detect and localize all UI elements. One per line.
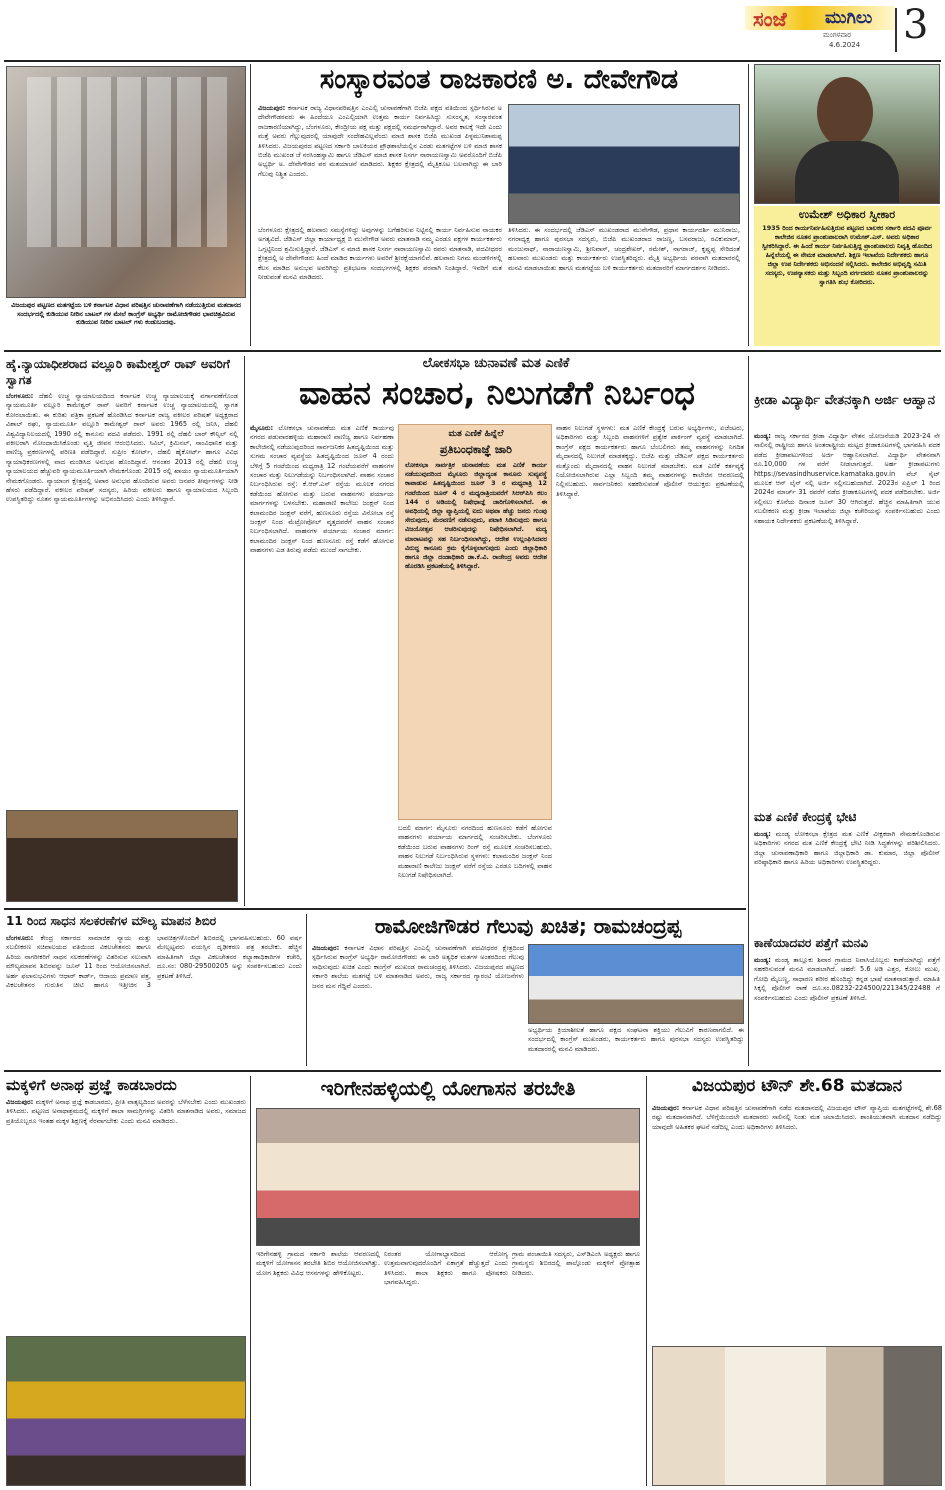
top-rule <box>4 60 941 62</box>
photo-ramoji-meeting <box>528 944 744 1024</box>
masthead <box>745 4 941 58</box>
counting-body-col3: ವಾಹನ ನಿಲುಗಡೆ ಸ್ಥಳಗಳು: ಮತ ಎಣಿಕೆ ಕೇಂದ್ರಕ್ಕೆ ಬರುವ ಅಭ್ಯರ್ಥಿಗಳು, ಏಜೆಂಟರು, ಅಧಿಕಾರಿಗಳು ಮತ್ತು ಸಿಬ್ಬಂದಿ ವಾಹನಗಳಿಗೆ ಪ್ರತ್ಯೇಕ ಪಾರ್ಕಿಂಗ್ ವ್ಯವಸ್ಥೆ ಮಾಡಲಾಗಿದೆ. ಕಾಂಗ್ರೆಸ್ ಪಕ್ಷದ ಕಾರ್ಯಕರ್ತರು ಹಾಗೂ ಬೆಂಬಲಿಗರು ತಮ್ಮ ವಾಹನಗಳನ್ನು ನಿಗದಿತ ಮೈದಾನದಲ್ಲಿ ನಿಲುಗಡೆ ಮಾಡತಕ್ಕದ್ದು. ಬಿಜೆಪಿ ಮತ್ತು ಜೆಡಿಎಸ್ ಪಕ್ಷದ ಕಾರ್ಯಕರ್ತರು ಮತ್ತೊಂದು ಮೈದಾನದಲ್ಲಿ ವಾಹನ ನಿಲುಗಡೆ ಮಾಡಬೇಕು. ಮತ ಎಣಿಕೆ ಕರ್ತವ್ಯಕ್ಕೆ ನಿಯೋಜಿಸಲಾಗಿರುವ ಎಲ್ಲಾ ಸಿಬ್ಬಂದಿ ತಮ್ಮ ವಾಹನಗಳನ್ನು ಕಾಲೇಜಿನ ಆವರಣದಲ್ಲಿ ನಿಲ್ಲಿಸಬಹುದು. ಸಾರ್ವಜನಿಕರು ಸಹಕರಿಸುವಂತೆ ಪೊಲೀಸ್ ಆಯುಕ್ತರು ಪ್ರಕಟಣೆಯಲ್ಲಿ ತಿಳಿಸಿದ್ದಾರೆ. <box>556 424 744 498</box>
yoga-body-col1: ಇರಿಗೇನಹಳ್ಳಿ ಗ್ರಾಮದ ಸರ್ಕಾರಿ ಶಾಲೆಯ ಆವರಣದಲ್ಲಿ ಮಕ್ಕಳಿಗೆ ಯೋಗಾಸನ ತರಬೇತಿ ಶಿಬಿರ ಆಯೋಜಿಸಲಾಗಿತ್ತು. ಯೋಗ ಶಿಕ್ಷಕರು ವಿವಿಧ ಆಸನಗಳನ್ನು ಹೇಳಿಕೊಟ್ಟರು. <box>256 1250 380 1277</box>
orphan-body: ವಿಜಯಪುರ: ಮಕ್ಕಳಿಗೆ ಅನಾಥ ಪ್ರಜ್ಞೆ ಕಾಡಬಾರದು, ಪ್ರೀತಿ ವಾತ್ಸಲ್ಯದಿಂದ ಅವರನ್ನು ಬೆಳೆಸಬೇಕು ಎಂದು ಮುಖಂಡರು ತಿಳಿಸಿದರು. ಪಟ್ಟಣದ ಅನಾಥಾಶ್ರಮದಲ್ಲಿ ಮಕ್ಕಳಿಗೆ ಶಾಲಾ ಸಾಮಗ್ರಿಗಳನ್ನು ವಿತರಿಸಿ ಮಾತನಾಡಿದ ಅವರು, ಸಮಾಜದ ಪ್ರತಿಯೊಬ್ಬರೂ ಇಂತಹ ಮಕ್ಕಳ ಶಿಕ್ಷಣಕ್ಕೆ ನೆರವಾಗಬೇಕು ಎಂದು ಮನವಿ ಮಾಡಿದರು. <box>6 1098 246 1125</box>
col-rule <box>244 356 245 906</box>
camp-body: ಬೆಂಗಳೂರು: ಕೇಂದ್ರ ಸರ್ಕಾರದ ಸಾಮಾಜಿಕ ನ್ಯಾಯ ಮತ್ತು ಸಬಲೀಕರಣ ಸಚಿವಾಲಯದ ವತಿಯಿಂದ ವಿಕಲಚೇತನರು ಹಾಗೂ ಹಿರಿಯ ನಾಗರೀಕರಿಗೆ ಸಾಧನ ಸಲಕರಣೆಗಳನ್ನು ವಿತರಿಸುವ ಸಲುವಾಗಿ ಮೌಲ್ಯಮಾಪನ ಶಿಬಿರವನ್ನು ಜೂನ್ 11 ರಿಂದ ಆಯೋಜಿಸಲಾಗಿದೆ. ಅರ್ಹ ಫಲಾನುಭವಿಗಳು ಆಧಾರ್ ಕಾರ್ಡ್, ಆದಾಯ ಪ್ರಮಾಣ ಪತ್ರ, ವಿಕಲಚೇತನರ ಗುರುತಿನ ಚೀಟಿ ಹಾಗೂ ಇತ್ತೀಚಿನ 3 ಭಾವಚಿತ್ರಗಳೊಂದಿಗೆ ಶಿಬಿರದಲ್ಲಿ ಭಾಗವಹಿಸಬಹುದು. 60 ವರ್ಷ ಮೇಲ್ಪಟ್ಟವರು ವಯಸ್ಸಿನ ದೃಢೀಕರಣ ಪತ್ರ ತರಬೇಕು. ಹೆಚ್ಚಿನ ಮಾಹಿತಿಗಾಗಿ ಜಿಲ್ಲಾ ವಿಕಲಚೇತನರ ಕಲ್ಯಾಣಾಧಿಕಾರಿಗಳ ಕಚೇರಿ, ದೂ.ಸಂ: 080-29500205 ಅನ್ನು ಸಂಪರ್ಕಿಸಬಹುದು ಎಂದು ಪ್ರಕಟಣೆ ತಿಳಿಸಿದೆ. <box>6 934 302 990</box>
devegowda-body-col1: ವಿಜಯಪುರ: ಕರ್ನಾಟಕ ರಾಜ್ಯ ವಿಧಾನಪರಿಷತ್ತಿನ ಎಂಎಲ್ಸಿ ಚುನಾವಣೆಗಾಗಿ ಬಿಜೆಪಿ ಪಕ್ಷದ ವತಿಯಿಂದ ಸ್ಪರ್ಧಿಸಿರುವ ಅ ದೇವೇಗೌಡರವರು ಈ ಹಿಂದೆಯೂ ಎಂಎಲ್ಸಿಯಾಗಿ ಉತ್ತಮ ಕಾರ್ಯ ನಿರ್ವಹಿಸಿದ್ದು ಸುಸಂಸ್ಕೃತ, ಸಂಸ್ಕಾರವಂತ ರಾಜಕಾರಣಿಯಾಗಿದ್ದು, ಬೆಂಗಳೂರು, ಕೇಂದ್ರೀಯ ಪಕ್ಷ ಮತ್ತು ಪಕ್ಷದಲ್ಲಿ ಸಮರ್ಥರಾಗಿದ್ದಾರೆ. ಅವರ ಕಾಲಕ್ಕೆ ಇದೇ ಎಂದು ಮತ್ತೆ ಅವರು ಗೆಲ್ಲುವುದರಲ್ಲಿ ಯಾವುದೇ ಸಂದೇಹವಿಲ್ಲವೆಂದು ಮಾಜಿ ಶಾಸಕ ಬಿಜೆಪಿ ಮುಖಂಡ ಪಿಳ್ಳಮುನಿಶಾಮಪ್ಪ ತಿಳಿಸಿದರು. ವಿಜಯಪುರದ ಪಟ್ಟಣದ ಸರ್ಕಾರಿ ಬಾಲಕಿಯರ ಪ್ರೌಢಶಾಲೆಯಲ್ಲಿನ ಎರಡು ಮತಗಟ್ಟೆಗಳ ಬಳಿ ಮಾಜಿ ಶಾಸಕ ಬಿಜೆಪಿ ಮುಖಂಡ ಜೆ ನರಸಿಂಹಸ್ವಾಮಿ ಹಾಗೂ ಜೆಡಿಎಸ್ ಮಾಜಿ ಶಾಸಕ ನಿಸರ್ಗ ನಾರಾಯಣಸ್ವಾಮಿ ಅವರೊಂದಿಗೆ ಬಿಜೆಪಿ ಅಭ್ಯರ್ಥಿ ಅ. ದೇವೇಗೌಡರ ಪರ ಮತಯಾಚನೆ ಮಾಡಿದರು. ಶಿಕ್ಷಕರ ಕ್ಷೇತ್ರದಲ್ಲಿ ಮೈತ್ರಿಕೂಟ ಬಲವಾಗಿದ್ದು ಈ ಬಾರಿ ಗೆಲುವು ನಿಶ್ಚಿತ ಎಂದರು. <box>258 104 502 178</box>
brand-right: ಮುಗಿಲು <box>825 8 873 28</box>
dateline: ಮಂಡ್ಯ: <box>754 432 771 440</box>
judge-body: ಬೆಂಗಳೂರು: ದೆಹಲಿ ಉಚ್ಚ ನ್ಯಾಯಾಲಯದಿಂದ ಕರ್ನಾಟಕ ಉಚ್ಚ ನ್ಯಾಯಾಲಯಕ್ಕೆ ವರ್ಗಾವಣೆಗೊಂಡ ನ್ಯಾಯಮೂರ್ತಿ ವಲ್ಲೂರಿ ಕಾಮೇಶ್ವರ್ ರಾವ್ ಅವರಿಗೆ ಕರ್ನಾಟಕ ಉಚ್ಚ ನ್ಯಾಯಾಲಯದಲ್ಲಿ ಸ್ವಾಗತ ಕೋರಲಾಯಿತು. ಈ ಕುರಿತು ಪತ್ರಿಕಾ ಪ್ರಕಟಣೆ ಹೊರಡಿಸಿದ ಕರ್ನಾಟಕ ರಾಜ್ಯ ವಕೀಲರ ಪರಿಷತ್ ಅಧ್ಯಕ್ಷರಾದ ವಿಶಾಲ್ ರಘು, ನ್ಯಾಯಮೂರ್ತಿ ವಲ್ಲೂರಿ ಕಾಮೇಶ್ವರ್ ರಾವ್ ಅವರು 1965 ರಲ್ಲಿ ಜನಿಸಿ, ದೆಹಲಿ ವಿಶ್ವವಿದ್ಯಾನಿಲಯದಲ್ಲಿ 1990 ರಲ್ಲಿ ಕಾನೂನು ಪದವಿ ಪಡೆದರು. 1991 ರಲ್ಲಿ ದೆಹಲಿ ಬಾರ್ ಕೌನ್ಸಿಲ್ ನಲ್ಲಿ ವಕೀಲರಾಗಿ ನೋಂದಾಯಿಸಿಕೊಂಡು ವೃತ್ತಿ ಜೀವನ ಆರಂಭಿಸಿದರು. ಸಿವಿಲ್, ಕ್ರಿಮಿನಲ್, ಸಾಂವಿಧಾನಿಕ ಮತ್ತು ವಾಣಿಜ್ಯ ಪ್ರಕರಣಗಳಲ್ಲಿ ಪರಿಣತಿ ಪಡೆದಿದ್ದಾರೆ. ಸುಪ್ರೀಂ ಕೋರ್ಟ್, ದೆಹಲಿ ಹೈಕೋರ್ಟ್ ಹಾಗೂ ವಿವಿಧ ನ್ಯಾಯಾಧಿಕರಣಗಳಲ್ಲಿ ವಾದ ಮಂಡಿಸಿದ ಅನುಭವ ಹೊಂದಿದ್ದಾರೆ. ಆನಂತರ 2013 ರಲ್ಲಿ ದೆಹಲಿ ಉಚ್ಚ ನ್ಯಾಯಾಲಯದ ಹೆಚ್ಚುವರಿ ನ್ಯಾಯಮೂರ್ತಿಯಾಗಿ ನೇಮಕಗೊಂಡು 2015 ರಲ್ಲಿ ಖಾಯಂ ನ್ಯಾಯಮೂರ್ತಿಯಾಗಿ ನೇಮಕಗೊಂಡರು. ನ್ಯಾಯಾಂಗ ಕ್ಷೇತ್ರದಲ್ಲಿ ಅಪಾರ ಅನುಭವ ಹೊಂದಿರುವ ಅವರು ಜನಪರ ತೀರ್ಪುಗಳನ್ನು ನೀಡಿ ಹೆಸರು ಪಡೆದಿದ್ದಾರೆ. ವಕೀಲರ ಪರಿಷತ್ ಸದಸ್ಯರು, ಹಿರಿಯ ವಕೀಲರು ಹಾಗೂ ನ್ಯಾಯಾಲಯದ ಸಿಬ್ಬಂದಿ ಉಪಸ್ಥಿತರಿದ್ದು ನೂತನ ನ್ಯಾಯಮೂರ್ತಿಗಳನ್ನು ಅಭಿನಂದಿಸಿದರು ಎಂದು ತಿಳಿಸಿದ್ದಾರೆ. <box>6 392 238 504</box>
headline-counting-center: ಮತ ಎಣಿಕೆ ಕೇಂದ್ರಕ್ಕೆ ಭೇಟಿ <box>754 810 857 824</box>
headline-yoga: ಇರಿಗೇನಹಳ್ಳಿಯಲ್ಲಿ ಯೋಗಾಸನ ತರಬೇತಿ <box>320 1076 576 1100</box>
vijayapura-town-body: ವಿಜಯಪುರ: ಕರ್ನಾಟಕ ವಿಧಾನ ಪರಿಷತ್ತಿನ ಚುನಾವಣೆಗಾಗಿ ನಡೆದ ಮತದಾನದಲ್ಲಿ ವಿಜಯಪುರ ಟೌನ್ ವ್ಯಾಪ್ತಿಯ ಮತಗಟ್ಟೆಗಳಲ್ಲಿ ಶೇ.68 ರಷ್ಟು ಮತದಾನವಾಗಿದೆ. ಬೆಳಿಗ್ಗೆಯಿಂದಲೇ ಮತದಾರರು ಸಾಲಿನಲ್ಲಿ ನಿಂತು ಮತ ಚಲಾಯಿಸಿದರು. ಶಾಂತಿಯುತವಾಗಿ ಮತದಾನ ನಡೆದಿದ್ದು ಯಾವುದೇ ಅಹಿತಕರ ಘಟನೆ ನಡೆದಿಲ್ಲ ಎಂದು ಅಧಿಕಾರಿಗಳು ತಿಳಿಸಿದರು. <box>652 1104 942 1131</box>
missing-body: ಮಂಡ್ಯ: ಮಂಡ್ಯ ತಾಲ್ಲೂಕು ಶಿವಾರ ಗ್ರಾಮದ ನಿವಾಸಿಯೊಬ್ಬರು ಕಾಣೆಯಾಗಿದ್ದು ಪತ್ತೆಗೆ ಸಹಕರಿಸುವಂತೆ ಮನವಿ ಮಾಡಲಾಗಿದೆ. ಚಹರೆ: 5.6 ಅಡಿ ಎತ್ತರ, ಕೋಲು ಮುಖ, ಗೋಧಿ ಮೈಬಣ್ಣ, ಸಾಧಾರಣ ಶರೀರ ಹೊಂದಿದ್ದು ಕನ್ನಡ ಭಾಷೆ ಮಾತನಾಡುತ್ತಾರೆ. ಮಾಹಿತಿ ಸಿಕ್ಕಲ್ಲಿ ಪೊಲೀಸ್ ಠಾಣೆ ದೂ.ಸಂ.08232-224500/221345/22488 ಗೆ ಸಂಪರ್ಕಿಸಬಹುದು ಎಂದು ಪೊಲೀಸ್ ಪ್ರಕಟಣೆ ತಿಳಿಸಿದೆ. <box>754 956 940 1002</box>
photo-polling-station <box>652 1346 942 1486</box>
headline-orphan: ಮಕ್ಕಳಿಗೆ ಅನಾಥ ಪ್ರಜ್ಞೆ ಕಾಡಬಾರದು <box>6 1076 177 1094</box>
col-rule <box>306 914 307 1066</box>
kicker-counting: ಲೋಕಸಭಾ ಚುನಾವಣೆ ಮತ ಎಣಿಕೆ <box>422 356 570 371</box>
headline-camp: 11 ರಿಂದ ಸಾಧನ ಸಲಕರಣೆಗಳ ಮೌಲ್ಯ ಮಾಪನ ಶಿಬಿರ <box>6 914 217 928</box>
counting-body-col1: ಮೈಸೂರು: ಲೋಕಸಭಾ ಚುನಾವಣೆಯ ಮತ ಎಣಿಕೆ ಕಾರ್ಯವು ನಗರದ ಪಡುವಾರಹಳ್ಳಿಯ ಮಹಾರಾಣಿ ವಾಣಿಜ್ಯ ಹಾಗೂ ನಿರ್ವಹಣಾ ಕಾಲೇಜಿನಲ್ಲಿ ನಡೆಯುವುದರಿಂದ ಸಾರ್ವಜನಿಕರ ಹಿತದೃಷ್ಟಿಯಿಂದ ಮತ್ತು ಸುಗಮ ಸಂಚಾರ ವ್ಯವಸ್ಥೆಯ ಹಿತದೃಷ್ಟಿಯಿಂದ ಜೂನ್ 4 ರಂದು ಬೆಳಿಗ್ಗೆ 5 ಗಂಟೆಯಿಂದ ಮಧ್ಯರಾತ್ರಿ 12 ಗಂಟೆಯವರೆಗೆ ವಾಹನಗಳ ಸಂಚಾರ ಮತ್ತು ನಿಲುಗಡೆಯನ್ನು ನಿರ್ಬಂಧಿಸಲಾಗಿದೆ. ವಾಹನ ಸಂಚಾರ ನಿರ್ಬಂಧಿಸಿರುವ ರಸ್ತೆ: ಕೆ.ಆರ್.ಎಸ್ ರಸ್ತೆಯ ಮೂಲಕ ನಗರದ ಕಡೆಯಿಂದ ಹೋಗುವ ಮತ್ತು ಬರುವ ವಾಹನಗಳು ಪರ್ಯಾಯ ಮಾರ್ಗಗಳನ್ನು ಬಳಸಬೇಕು. ಮಹಾರಾಣಿ ಕಾಲೇಜು ಜಂಕ್ಷನ್ ನಿಂದ ಕಲಾಮಂದಿರ ಜಂಕ್ಷನ್ ವರೆಗೆ, ಹುಣಸೂರು ರಸ್ತೆಯ ವಿನೋಬಾ ರಸ್ತೆ ಜಂಕ್ಷನ್ ನಿಂದ ಮೆಟ್ರೋಪೋಲ್ ವೃತ್ತದವರೆಗೆ ವಾಹನ ಸಂಚಾರ ನಿರ್ಬಂಧಿಸಲಾಗಿದೆ. ವಾಹನಗಳ ಪರ್ಯಾಯ ಸಂಚಾರ ಮಾರ್ಗ: ಕಲಾಮಂದಿರ ಜಂಕ್ಷನ್ ನಿಂದ ಹುಣಸೂರು ರಸ್ತೆ ಕಡೆಗೆ ಹೋಗುವ ವಾಹನಗಳು ಎಡ ತಿರುವು ಪಡೆದು ಮುಂದೆ ಸಾಗಬೇಕು. <box>250 424 394 555</box>
issue-date: 4.6.2024 <box>829 41 861 49</box>
headline-counting: ವಾಹನ ಸಂಚಾರ, ನಿಲುಗಡೆಗೆ ನಿರ್ಬಂಧ <box>299 374 695 412</box>
umesh-body: 1935 ರಿಂದ ಕಾರ್ಯನಿರ್ವಹಿಸುತ್ತಿರುವ ಪಟ್ಟಣದ ಬಾಲಕರ ಸರ್ಕಾರಿ ಪದವಿ ಪೂರ್ವ ಕಾಲೇಜಿನ ನೂತನ ಪ್ರಾಂಶುಪಾಲರಾಗಿ ಉಮೇಶ್.ಎಸ್. ಅವರು ಅಧಿಕಾರ ಸ್ವೀಕರಿಸಿದ್ದಾರೆ. ಈ ಹಿಂದೆ ಕಾರ್ಯ ನಿರ್ವಹಿಸುತ್ತಿದ್ದ ಪ್ರಾಂಶುಪಾಲರು ನಿವೃತ್ತಿ ಹೊಂದಿದ ಹಿನ್ನೆಲೆಯಲ್ಲಿ ಈ ನೇಮಕ ಮಾಡಲಾಗಿದೆ. ಶಿಕ್ಷಣ ಇಲಾಖೆಯ ನಿರ್ದೇಶಕರು ಹಾಗೂ ಜಿಲ್ಲಾ ಉಪ ನಿರ್ದೇಶಕರು ಅಭಿನಂದನೆ ಸಲ್ಲಿಸಿದರು. ಕಾಲೇಜಿನ ಅಭಿವೃದ್ಧಿ ಸಮಿತಿ ಸದಸ್ಯರು, ಉಪನ್ಯಾಸಕರು ಮತ್ತು ಸಿಬ್ಬಂದಿ ವರ್ಗದವರು ನೂತನ ಪ್ರಾಂಶುಪಾಲರನ್ನು ಸ್ವಾಗತಿಸಿ ಶುಭ ಕೋರಿದರು. <box>762 224 932 286</box>
dateline: ವಿಜಯಪುರ: <box>258 104 286 112</box>
dateline: ಮಂಡ್ಯ: <box>754 830 771 838</box>
issue-day: ಮಂಗಳವಾರ <box>823 31 852 39</box>
prohibitory-order-box <box>398 424 552 820</box>
dateline: ಬೆಂಗಳೂರು: <box>6 934 34 942</box>
bottles-shape <box>27 77 227 247</box>
col-rule <box>748 356 749 1066</box>
headline-scholarship: ಕ್ರೀಡಾ ವಿದ್ಯಾರ್ಥಿ ವೇತನಕ್ಕಾಗಿ ಅರ್ಜಿ ಆಹ್ವಾನ <box>754 393 935 408</box>
photo-caption-bottles: ವಿಜಯಪುರ ಪಟ್ಟಣದ ಮತಗಟ್ಟೆಯ ಬಳಿ ಕರ್ನಾಟಕ ವಿಧಾನ ಪರಿಷತ್ತಿನ ಚುನಾವಣೆಗಾಗಿ ನಡೆಯುತ್ತಿರುವ ಮತದಾನದ ಸಂದರ್ಭದಲ್ಲಿ ಕುಡಿಯುವ ನೀರಿನ ಬಾಟಲ್ ಗಳ ಮೇಲೆ ಕಾಂಗ್ರೆಸ್ ಅಭ್ಯರ್ಥಿ ರಾಮೋಜಿಗೌಡರ ಭಾವಚಿತ್ರವಿರುವ ಕುಡಿಯುವ ನೀರಿನ ಬಾಟಲ್ ಗಳು ಕಂಡುಬಂದವು. <box>11 301 241 327</box>
devegowda-body-col3: ತಿಳಿಸಿದರು. ಈ ಸಂದರ್ಭದಲ್ಲಿ ಜೆಡಿಎಸ್ ಮುಖಂಡರಾದ ಮುನೇಗೌಡ, ಪ್ರಧಾನ ಕಾರ್ಯದರ್ಶಿ ಮುನಿರಾಜು, ನಗರಾಧ್ಯಕ್ಷ ಹಾಗೂ ಪುರಸಭಾ ಸದಸ್ಯರು, ಬಿಜೆಪಿ ಮುಖಂಡರಾದ ರಾಜಣ್ಣ, ಬಸವರಾಜು, ರವಿಕುಮಾರ್, ಮಂಜುನಾಥ್, ನಾರಾಯಣಸ್ವಾಮಿ, ಶ್ರೀನಿವಾಸ್, ಚಂದ್ರಶೇಖರ್, ರಮೇಶ್, ನಾಗರಾಜ್, ಕೃಷ್ಣಪ್ಪ ಸೇರಿದಂತೆ ಹಲವಾರು ಮುಖಂಡರು ಮತ್ತು ಕಾರ್ಯಕರ್ತರು ಉಪಸ್ಥಿತರಿದ್ದರು. ಮೈತ್ರಿ ಅಭ್ಯರ್ಥಿಯ ಪರವಾಗಿ ಮತದಾರರಲ್ಲಿ ಮನವಿ ಮಾಡಲಾಯಿತು ಹಾಗೂ ಮತಗಟ್ಟೆಯ ಬಳಿ ಕಾರ್ಯಕರ್ತರು ಮತದಾರರಿಗೆ ಮಾರ್ಗದರ್ಶನ ನೀಡಿದರು. <box>508 226 740 272</box>
photo-orphanage <box>6 1336 246 1486</box>
yoga-body-col3: ಗ್ರಾಮ ಪಂಚಾಯಿತಿ ಸದಸ್ಯರು, ಎಸ್‌ಡಿಎಂಸಿ ಅಧ್ಯಕ್ಷರು ಹಾಗೂ ಗ್ರಾಮಸ್ಥರು ಶಿಬಿರದಲ್ಲಿ ಪಾಲ್ಗೊಂಡು ಮಕ್ಕಳಿಗೆ ಪ್ರೋತ್ಸಾಹ ನೀಡಿದರು. <box>512 1250 640 1277</box>
portrait-body <box>795 141 899 204</box>
headline-missing: ಕಾಣೆಯಾದವರ ಪತ್ತೆಗೆ ಮನವಿ <box>754 936 868 950</box>
col-rule <box>250 1076 251 1486</box>
dateline: ಮೈಸೂರು: <box>250 424 274 432</box>
brand-left: ಸಂಜೆ <box>753 7 787 31</box>
dateline: ಮಂಡ್ಯ: <box>754 956 771 964</box>
col-rule <box>748 64 749 346</box>
photo-water-bottles <box>6 66 246 298</box>
devegowda-body-col2: ಬೆಂಗಳೂರು ಕ್ಷೇತ್ರದಲ್ಲಿ ಹಲವಾರು ಸಮಸ್ಯೆಗಳಿದ್ದು ಅವುಗಳನ್ನು ಬಗೆಹರಿಸುವ ನಿಟ್ಟಿನಲ್ಲಿ ಕಾರ್ಯ ನಿರ್ವಹಿಸುವ ನಾಯಕರ ಅಗತ್ಯವಿದೆ. ಜೆಡಿಎಸ್ ಜಿಲ್ಲಾ ಕಾರ್ಯಾಧ್ಯಕ್ಷ ಬಿ ಮುನೇಗೌಡ ಅವರು ಮಾತನಾಡಿ ನಮ್ಮ ಎರಡೂ ಪಕ್ಷಗಳ ಕಾರ್ಯಕರ್ತರು ಒಗ್ಗಟ್ಟಿನಿಂದ ಶ್ರಮಿಸುತ್ತಿದ್ದಾರೆ. ಜೆಡಿಎಸ್ ನ ಮಾಜಿ ಶಾಸಕ ನಿಸರ್ಗ ನಾರಾಯಣಸ್ವಾಮಿ ರವರು ಮಾತನಾಡಿ, ಪದವೀಧರರ ಕ್ಷೇತ್ರದಲ್ಲಿ ಅ ದೇವೇಗೌಡರು ಹಿಂದೆ ಮಾಡಿದ ಕಾರ್ಯಗಳು ಅವರಿಗೆ ಶ್ರೀರಕ್ಷೆಯಾಗಲಿವೆ. ಹಲವಾರು ನಿಗಮ ಮಂಡಳಿಗಳಲ್ಲಿ ಕೆಲಸ ಮಾಡಿದ ಅನುಭವ ಅವರಿಗಿದ್ದು ಪ್ರತಿಭಟನಾ ಸಂದರ್ಭಗಳಲ್ಲಿ ಶಿಕ್ಷಕರ ಪರವಾಗಿ ನಿಂತಿದ್ದಾರೆ. ಇವರಿಗೆ ಮತ ನೀಡುವಂತೆ ಮನವಿ ಮಾಡಿದರು. <box>258 226 502 282</box>
dateline: ಬೆಂಗಳೂರು: <box>6 392 34 400</box>
counting-center-body: ಮಂಡ್ಯ: ಮಂಡ್ಯ ಲೋಕಸಭಾ ಕ್ಷೇತ್ರದ ಮತ ಎಣಿಕೆ ವೀಕ್ಷಕರಾಗಿ ನೇಮಕಗೊಂಡಿರುವ ಅಧಿಕಾರಿಗಳು ನಗರದ ಮತ ಎಣಿಕೆ ಕೇಂದ್ರಕ್ಕೆ ಭೇಟಿ ನೀಡಿ ಸಿದ್ಧತೆಗಳನ್ನು ಪರಿಶೀಲಿಸಿದರು. ಜಿಲ್ಲಾ ಚುನಾವಣಾಧಿಕಾರಿ ಹಾಗೂ ಜಿಲ್ಲಾಧಿಕಾರಿ ಡಾ. ಕುಮಾರ, ಜಿಲ್ಲಾ ಪೊಲೀಸ್ ವರಿಷ್ಠಾಧಿಕಾರಿ ಹಾಗೂ ಹಿರಿಯ ಅಧಿಕಾರಿಗಳು ಉಪಸ್ಥಿತರಿದ್ದರು. <box>754 830 940 867</box>
box-body: ಲೋಕಸಭಾ ಸಾರ್ವತ್ರಿಕ ಚುನಾವಣೆಯ ಮತ ಎಣಿಕೆ ಕಾರ್ಯ ನಡೆಯುವುದರಿಂದ ಮೈಸೂರು ಜಿಲ್ಲಾದ್ಯಂತ ಕಾನೂನು ಸುವ್ಯವಸ್ಥೆ ಕಾಪಾಡುವ ಹಿತದೃಷ್ಟಿಯಿಂದ ಜೂನ್ 3 ರ ಮಧ್ಯರಾತ್ರಿ 12 ಗಂಟೆಯಿಂದ ಜೂನ್ 4 ರ ಮಧ್ಯರಾತ್ರಿಯವರೆಗೆ ಸಿಆರ್‌ಪಿಸಿ ಕಲಂ 144 ರ ಅಡಿಯಲ್ಲಿ ನಿಷೇಧಾಜ್ಞೆ ಜಾರಿಗೊಳಿಸಲಾಗಿದೆ. ಈ ಅವಧಿಯಲ್ಲಿ ಜಿಲ್ಲಾ ವ್ಯಾಪ್ತಿಯಲ್ಲಿ ಐದು ಅಥವಾ ಹೆಚ್ಚು ಜನರು ಗುಂಪು ಸೇರುವುದು, ಮೆರವಣಿಗೆ ನಡೆಸುವುದು, ಪಟಾಕಿ ಸಿಡಿಸುವುದು ಹಾಗೂ ವಿಜಯೋತ್ಸವ ಆಚರಿಸುವುದನ್ನು ನಿಷೇಧಿಸಲಾಗಿದೆ. ಮದ್ಯ ಮಾರಾಟವನ್ನು ಸಹ ನಿರ್ಬಂಧಿಸಲಾಗಿದ್ದು, ಆದೇಶ ಉಲ್ಲಂಘಿಸಿದವರ ವಿರುದ್ಧ ಕಾನೂನು ಕ್ರಮ ಕೈಗೊಳ್ಳಲಾಗುವುದು ಎಂದು ಜಿಲ್ಲಾಧಿಕಾರಿ ಹಾಗೂ ಜಿಲ್ಲಾ ದಂಡಾಧಿಕಾರಿ ಡಾ.ಕೆ.ವಿ. ರಾಜೇಂದ್ರ ಅವರು ಆದೇಶ ಹೊರಡಿಸಿ ಪ್ರಕಟಣೆಯಲ್ಲಿ ತಿಳಿಸಿದ್ದಾರೆ. <box>405 461 547 571</box>
section-rule <box>4 908 746 910</box>
portrait-head <box>817 77 873 147</box>
page-number: 3 <box>903 4 929 48</box>
photo-umesh <box>754 64 940 204</box>
masthead-divider <box>895 8 897 52</box>
col-rule <box>250 64 251 346</box>
umesh-box <box>754 206 940 346</box>
headline-devegowda: ಸಂಸ್ಕಾರವಂತ ರಾಜಕಾರಣಿ ಅ. ದೇವೇಗೌಡ <box>319 64 679 95</box>
headline-umesh: ಉಮೇಶ್ ಅಧಿಕಾರ ಸ್ವೀಕಾರ <box>798 208 896 221</box>
headline-vijayapura-town: ವಿಜಯಪುರ ಟೌನ್ ಶೇ.68 ಮತದಾನ <box>691 1076 903 1096</box>
ramoji-body-col1: ವಿಜಯಪುರ: ಕರ್ನಾಟಕ ವಿಧಾನ ಪರಿಷತ್ತಿನ ಎಂಎಲ್ಸಿ ಚುನಾವಣೆಗಾಗಿ ಪದವೀಧರರ ಕ್ಷೇತ್ರದಿಂದ ಸ್ಪರ್ಧಿಸಿರುವ ಕಾಂಗ್ರೆಸ್ ಅಭ್ಯರ್ಥಿ ರಾಮೋಜಿಗೌಡರು ಈ ಬಾರಿ ಅತ್ಯಧಿಕ ಮತಗಳ ಅಂತರದಿಂದ ಗೆಲುವು ಸಾಧಿಸುವುದು ಖಚಿತ ಎಂದು ಕಾಂಗ್ರೆಸ್ ಮುಖಂಡ ರಾಮಚಂದ್ರಪ್ಪ ತಿಳಿಸಿದರು. ವಿಜಯಪುರದ ಪಟ್ಟಣದ ಸರ್ಕಾರಿ ಶಾಲೆಯ ಮತಗಟ್ಟೆ ಬಳಿ ಮಾತನಾಡಿದ ಅವರು, ರಾಜ್ಯ ಸರ್ಕಾರದ ಗ್ಯಾರಂಟಿ ಯೋಜನೆಗಳು ಜನರ ಮನ ಗೆದ್ದಿವೆ ಎಂದರು. <box>312 944 524 990</box>
box-kicker: ಮತ ಎಣಿಕೆ ಹಿನ್ನೆಲೆ <box>448 429 504 439</box>
photo-devegowda-group <box>508 104 740 224</box>
box-headline: ಪ್ರತಿಬಂಧಕಾಜ್ಞೆ ಜಾರಿ <box>440 443 512 456</box>
section-rule <box>4 350 941 352</box>
yoga-body-col2: ನಿರಂತರ ಯೋಗಾಭ್ಯಾಸದಿಂದ ಆರೋಗ್ಯ ಉತ್ತಮವಾಗುವುದರೊಂದಿಗೆ ಏಕಾಗ್ರತೆ ಹೆಚ್ಚುತ್ತದೆ ಎಂದು ತಿಳಿಸಿದರು. ಶಾಲಾ ಶಿಕ್ಷಕರು ಹಾಗೂ ಪೋಷಕರು ಭಾಗವಹಿಸಿದ್ದರು. <box>384 1250 508 1287</box>
dateline: ವಿಜಯಪುರ: <box>312 944 340 952</box>
dateline: ವಿಜಯಪುರ: <box>652 1104 680 1112</box>
col-rule <box>646 1076 647 1486</box>
ramoji-body-col2: ಅಭ್ಯರ್ಥಿಯ ಕ್ರಿಯಾಶೀಲತೆ ಹಾಗೂ ಪಕ್ಷದ ಸಂಘಟನಾ ಶಕ್ತಿಯು ಗೆಲುವಿಗೆ ಕಾರಣವಾಗಲಿದೆ. ಈ ಸಂದರ್ಭದಲ್ಲಿ ಕಾಂಗ್ರೆಸ್ ಮುಖಂಡರು, ಕಾರ್ಯಕರ್ತರು ಹಾಗೂ ಪುರಸಭಾ ಸದಸ್ಯರು ಉಪಸ್ಥಿತರಿದ್ದು ಮತದಾರರಲ್ಲಿ ಮನವಿ ಮಾಡಿದರು. <box>528 1026 744 1053</box>
scholarship-body: ಮಂಡ್ಯ: ರಾಜ್ಯ ಸರ್ಕಾರದ ಕ್ರೀಡಾ ವಿದ್ಯಾರ್ಥಿ ವೇತನ ಯೋಜನೆಯಡಿ 2023-24 ನೇ ಸಾಲಿನಲ್ಲಿ ರಾಷ್ಟ್ರೀಯ ಹಾಗೂ ಅಂತರಾಷ್ಟ್ರೀಯ ಮಟ್ಟದ ಕ್ರೀಡಾಕೂಟಗಳಲ್ಲಿ ಭಾಗವಹಿಸಿ ಪದಕ ಪಡೆದ ಕ್ರೀಡಾಪಟುಗಳಿಂದ ಅರ್ಜಿ ಆಹ್ವಾನಿಸಲಾಗಿದೆ. ವಿದ್ಯಾರ್ಥಿ ವೇತನವಾಗಿ ರೂ.10,000 ಗಳ ವರೆಗೆ ನೀಡಲಾಗುತ್ತದೆ. ಅರ್ಹ ಕ್ರೀಡಾಪಟುಗಳು https://sevasindhuservice.kamataka.gov.in ವೆಬ್ ಸೈಟ್ ಮೂಲಕ ಆನ್ ಲೈನ್ ನಲ್ಲಿ ಅರ್ಜಿ ಸಲ್ಲಿಸಬಹುದಾಗಿದೆ. 2023ರ ಏಪ್ರಿಲ್ 1 ರಿಂದ 2024ರ ಮಾರ್ಚ್ 31 ರವರೆಗೆ ನಡೆದ ಕ್ರೀಡಾಕೂಟಗಳಲ್ಲಿ ಪದಕ ಪಡೆದಿರಬೇಕು. ಅರ್ಜಿ ಸಲ್ಲಿಸಲು ಕೊನೆಯ ದಿನಾಂಕ ಜೂನ್ 30 ಆಗಿರುತ್ತದೆ. ಹೆಚ್ಚಿನ ಮಾಹಿತಿಗಾಗಿ ಯುವ ಸಬಲೀಕರಣ ಮತ್ತು ಕ್ರೀಡಾ ಇಲಾಖೆಯ ಜಿಲ್ಲಾ ಕಚೇರಿಯನ್ನು ಸಂಪರ್ಕಿಸಬಹುದು ಎಂದು ಸಹಾಯಕ ನಿರ್ದೇಶಕರು ಪ್ರಕಟಣೆಯಲ್ಲಿ ತಿಳಿಸಿದ್ದಾರೆ. <box>754 432 940 525</box>
section-rule <box>4 1070 941 1072</box>
headline-ramoji: ರಾಮೋಜಿಗೌಡರ ಗೆಲುವು ಖಚಿತ; ರಾಮಚಂದ್ರಪ್ಪ <box>374 914 682 938</box>
headline-judge: ಹೈ.ನ್ಯಾಯಾಧೀಶರಾದ ವಲ್ಲೂರಿ ಕಾಮೇಶ್ವರ್ ರಾವ್ ಅವರಿಗೆ ಸ್ವಾಗತ <box>6 357 230 387</box>
photo-yoga <box>256 1108 640 1246</box>
photo-judges <box>6 810 238 902</box>
dateline: ವಿಜಯಪುರ: <box>6 1098 34 1106</box>
counting-body-col2: ಬದಲಿ ಮಾರ್ಗ: ಮೈಸೂರು ನಗರದಿಂದ ಹುಣಸೂರು ಕಡೆಗೆ ಹೋಗುವ ವಾಹನಗಳು ಪರ್ಯಾಯ ಮಾರ್ಗದಲ್ಲಿ ಸಂಚರಿಸಬೇಕು. ಬೆಂಗಳೂರು ಕಡೆಯಿಂದ ಬರುವ ವಾಹನಗಳು ರಿಂಗ್ ರಸ್ತೆ ಮೂಲಕ ಸಂಚರಿಸಬಹುದು. ವಾಹನ ನಿಲುಗಡೆ ನಿರ್ಬಂಧಿಸಿರುವ ಸ್ಥಳಗಳು: ಕಲಾಮಂದಿರ ಜಂಕ್ಷನ್ ನಿಂದ ಮಹಾರಾಣಿ ಕಾಲೇಜು ಜಂಕ್ಷನ್ ವರೆಗೆ ರಸ್ತೆಯ ಎರಡೂ ಬದಿಗಳಲ್ಲಿ ವಾಹನ ನಿಲುಗಡೆ ನಿಷೇಧಿಸಲಾಗಿದೆ. <box>398 824 552 880</box>
